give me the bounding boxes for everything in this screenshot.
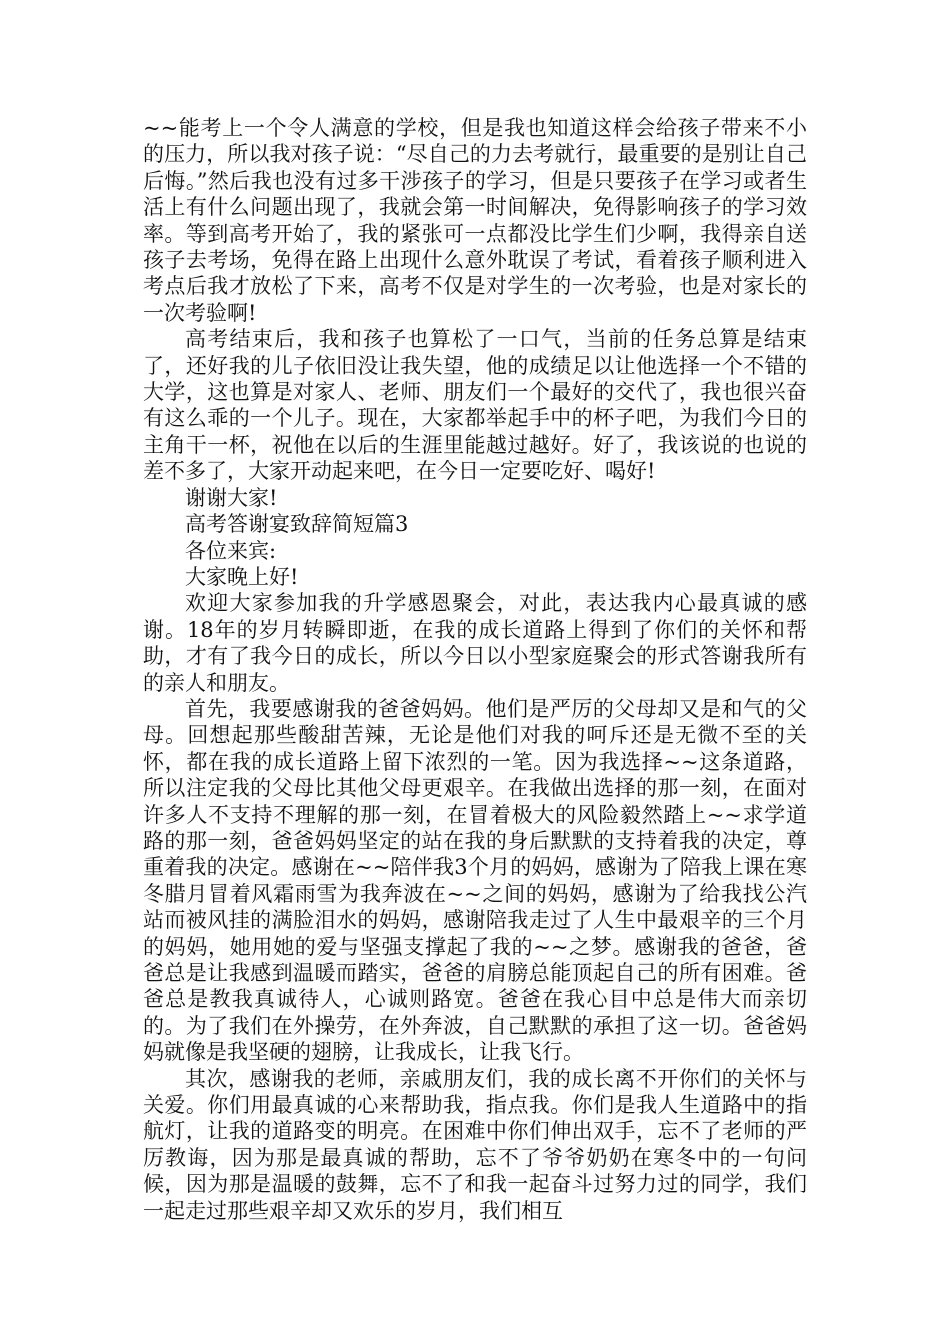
section-title: 高考答谢宴致辞简短篇3 [185, 512, 409, 537]
document-body [143, 115, 807, 1224]
paragraph-1: ~~能考上一个令人满意的学校，但是我也知道这样会给孩子带来不小的压力，所以我对孩子说：“尽自己的力去考就行，最重要的是别让自己后悔。”然后我也没有过多干涉孩子的学习，但是只要孩子在学习或者生活上有什么问题出现了，我就会第一时间解决，免得影响孩子的学习效率。等到高考开始了，我的紧张可一点都没比学生们少啊，我得亲自送孩子去考场，免得在路上出现什么意外耽误了考试，看着孩子顺利进入考点后我才放松了下来，高考不仅是对学生的一次考验，也是对家长的一次考验啊! [143, 116, 807, 325]
paragraph-welcome: 欢迎大家参加我的升学感恩聚会，对此，表达我内心最真诚的感谢。18年的岁月转瞬即逝，在我的成长道路上得到了你们的关怀和帮助，才有了我今日的成长，所以今日以小型家庭聚会的形式答谢我所有的亲人和朋友。 [143, 591, 807, 695]
salutation: 各位来宾: [185, 538, 277, 563]
paragraph-2: 高考结束后，我和孩子也算松了一口气，当前的任务总算是结束了，还好我的儿子依旧没让我失望，他的成绩足以让他选择一个不错的大学，这也算是对家人、老师、朋友们一个最好的交代了，我也很兴奋有这么乖的一个儿子。现在，大家都举起手中的杯子吧，为我们今日的主角干一杯，祝他在以后的生涯里能越过越好。好了，我该说的也说的差不多了，大家开动起来吧，在今日一定要吃好、喝好! [143, 327, 807, 484]
thanks-line: 谢谢大家! [185, 485, 278, 510]
paragraph-parents: 首先，我要感谢我的爸爸妈妈。他们是严厉的父母却又是和气的父母。回想起那些酸甜苦辣，无论是他们对我的呵斥还是无微不至的关怀，都在我的成长道路上留下浓烈的一笔。因为我选择~~这条道路，所以注定我的父母比其他父母更艰辛。在我做出选择的那一刻，在面对许多人不支持不理解的那一刻，在冒着极大的风险毅然踏上~~求学道路的那一刻，爸爸妈妈坚定的站在我的身后默默的支持着我的决定，尊重着我的决定。感谢在~~陪伴我3个月的妈妈，感谢为了陪我上课在寒冬腊月冒着风霜雨雪为我奔波在~~之间的妈妈，感谢为了给我找公汽站而被风挂的满脸泪水的妈妈，感谢陪我走过了人生中最艰辛的三个月的妈妈，她用她的爱与坚强支撑起了我的~~之梦。感谢我的爸爸，爸爸总是让我感到温暖而踏实，爸爸的肩膀总能顶起自己的所有困难。爸爸总是教我真诚待人，心诚则路宽。爸爸在我心目中总是伟大而亲切的。为了我们在外操劳，在外奔波，自己默默的承担了这一切。爸爸妈妈就像是我坚硬的翅膀，让我成长，让我飞行。 [143, 696, 807, 1065]
paragraph-teachers: 其次，感谢我的老师，亲戚朋友们，我的成长离不开你们的关怀与关爱。你们用最真诚的心来帮助我，指点我。你们是我人生道路中的指航灯，让我的道路变的明亮。在困难中你们伸出双手，忘不了老师的严厉教诲，因为那是最真诚的帮助，忘不了爷爷奶奶在寒冬中的一句问候，因为那是温暖的鼓舞，忘不了和我一起奋斗过努力过的同学，我们一起走过那些艰辛却又欢乐的岁月，我们相互 [143, 1066, 807, 1223]
greeting: 大家晚上好! [185, 564, 299, 589]
